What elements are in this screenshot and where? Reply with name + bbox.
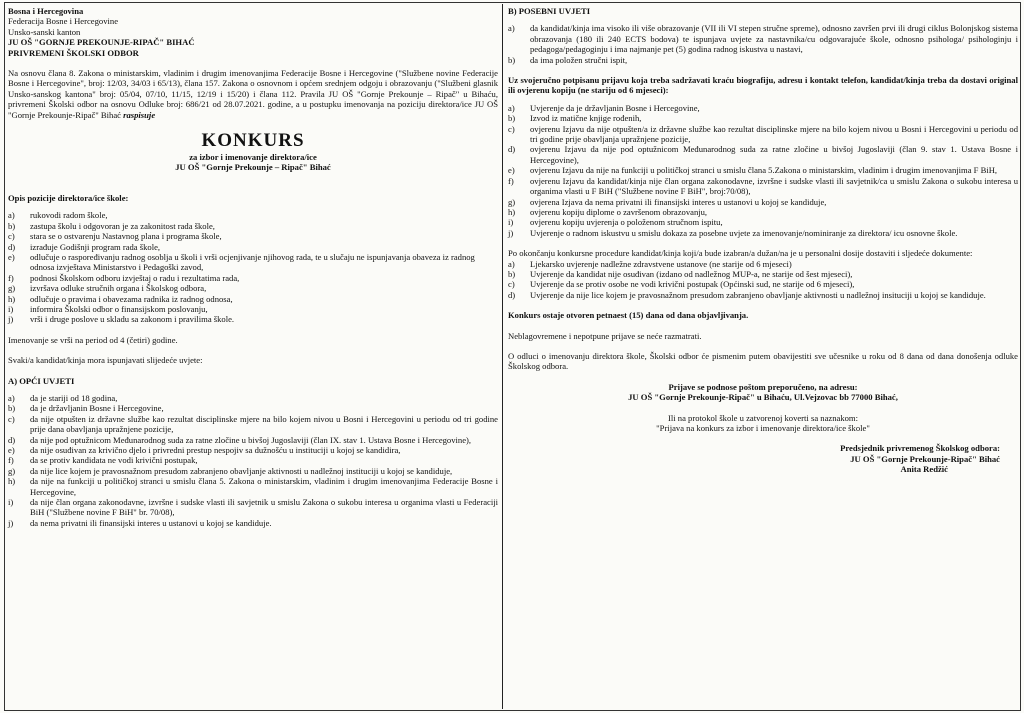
list-marker: c) bbox=[8, 413, 15, 424]
list-marker: h) bbox=[8, 293, 16, 304]
list-item bbox=[508, 228, 1018, 238]
list-item-text: da se protiv kandidata ne vodi krivični postupak, bbox=[30, 455, 198, 466]
list-marker: d) bbox=[508, 144, 516, 155]
list-item-text: da kandidat/kinja ima visoko ili više obrazovanje (VII ili VI stepen stručne spreme), odnosno završen prvi ili drugi ciklus Bolonjskog sistema obrazovanja (180 ili 240 ECTS bodova) te ispunjava uvjete za nastavnika/cu odgovarajuće škole, odnosno psihologa/ psihologinju i pedagoga/pedagoginju i ima najmanje pet (5) godina radnog iskustva u nastavi, bbox=[530, 23, 1018, 55]
list-marker: c) bbox=[508, 279, 515, 290]
list-marker: b) bbox=[8, 220, 16, 231]
list-marker: f) bbox=[8, 272, 14, 283]
preamble-end: raspisuje bbox=[123, 109, 156, 120]
list-marker: d) bbox=[508, 289, 516, 300]
list-item bbox=[8, 476, 498, 497]
requirements-intro: Svaki/a kandidat/kinja mora ispunjavati slijedeće uvjete: bbox=[8, 355, 203, 366]
list-marker: d) bbox=[8, 241, 16, 252]
list-item bbox=[8, 518, 498, 528]
list-marker: j) bbox=[8, 314, 14, 325]
opis-list bbox=[8, 210, 498, 324]
list-item-text: ovjerenu kopiju uvjerenja o položenom stručnom ispitu, bbox=[530, 217, 723, 228]
envelope-label: "Prijava na konkurs za izbor i imenovanje direktora/ice škole" bbox=[656, 423, 870, 433]
list-item-text: ovjerenu Izjavu da nije pod optužnicom Međunarodnog suda za ratne zločine u bivšoj Jugoslaviji (član 9. stav 1. Ustava Bosne i Hercegovine), bbox=[530, 144, 1018, 165]
list-item bbox=[8, 445, 498, 455]
list-item bbox=[508, 217, 1018, 227]
header-line: JU OŠ "GORNJE PREKOUNJE-RIPAČ" BIHAĆ bbox=[8, 37, 195, 48]
list-item-text: vrši i druge poslove u skladu sa zakonom i pravilima škole. bbox=[30, 314, 235, 325]
period-text: Imenovanje se vrši na period od 4 (četiri) godine. bbox=[8, 334, 178, 345]
list-item bbox=[508, 55, 1018, 65]
list-item-text: Ljekarsko uvjerenje nadležne zdravstvene ustanove (ne starije od 6 mjeseci) bbox=[530, 258, 792, 269]
list-marker: h) bbox=[8, 476, 16, 487]
list-item-text: da nije osuđivan za krivično djelo i privredni prestup nespojiv sa dužnošću u instituciji u kojoj se kandidira, bbox=[30, 445, 401, 455]
list-item bbox=[8, 273, 498, 283]
list-marker: a) bbox=[508, 102, 515, 113]
list-item-text: podnosi Školskom odboru izvještaj o radu i rezultatima rada, bbox=[30, 272, 240, 283]
list-item-text: Uvjerenje da je državljanin Bosne i Hercegovine, bbox=[530, 102, 700, 113]
posebni-list bbox=[508, 23, 1018, 65]
list-marker: e) bbox=[8, 445, 15, 455]
list-marker: a) bbox=[8, 392, 15, 403]
preamble-text: Na osnovu člana 8. Zakona o ministarskim, vladinim i drugim imenovanjima Federacije Bosne i Hercegovine ("Službene novine Federacije Bosne i Hercegovine", broj: 12/03, 34/03 i 65/13), člana 157. Zakona o osnovnom i općem srednjem odgoju i obrazovanju ("Službeni glasnik Unsko-sanskog kantona" broj: 05/04, 07/10, 11/15, 12/19 i 15/20) i člana 112. Pravila JU OŠ "Gornje Prekounje – Ripač" u Bihaću, privremeni Školski odbor na osnovu Odluke broj: 686/21 od 28.07.2021. godine, a u postupku imenovanja na poziciju direktora/ice JU OŠ "Gornje Prekounje-Ripač" Bihać bbox=[8, 68, 498, 120]
list-marker: j) bbox=[8, 517, 14, 528]
list-item bbox=[8, 455, 498, 465]
list-marker: b) bbox=[508, 54, 516, 65]
list-item bbox=[508, 103, 1018, 113]
list-item bbox=[8, 304, 498, 314]
list-item-text: Uvjerenje da nije lice kojem je pravosnažnom presudom zabranjeno obavljanje aktivnosti u nadležnoj insituciji u kojoj se kandiduje. bbox=[530, 289, 986, 300]
list-item bbox=[508, 207, 1018, 217]
list-item-text: da nije otpušten iz državne službe kao rezultat disciplinske mjere na bilo kojem nivou u Bosni i Hercegovini u periodu od tri godine prije dana obavljanja upražnjene pozicije, bbox=[30, 413, 498, 435]
left-column bbox=[8, 6, 498, 709]
list-item-text: odlučuje o pravima i obavezama radnika iz radnog odnosa, bbox=[30, 293, 233, 304]
list-marker: f) bbox=[508, 175, 514, 186]
list-item bbox=[8, 252, 498, 273]
list-item bbox=[8, 435, 498, 445]
list-item bbox=[8, 314, 498, 324]
list-marker: e) bbox=[8, 251, 15, 262]
list-item-text: Uvjerenje da kandidat nije osuđivan (izdano od nadležnog MUP-a, ne starije od šest mjeseci), bbox=[530, 268, 853, 279]
list-item-text: da je državljanin Bosne i Hercegovine, bbox=[30, 403, 164, 414]
signature-title: Predsjednik privremenog Školskog odbora: bbox=[840, 443, 1000, 454]
list-item bbox=[8, 497, 498, 518]
list-marker: i) bbox=[8, 497, 14, 508]
list-marker: b) bbox=[508, 268, 516, 279]
list-item-text: ovjerenu kopiju diplome o završenom obrazovanju, bbox=[530, 206, 708, 217]
list-item bbox=[508, 197, 1018, 207]
list-marker: d) bbox=[8, 434, 16, 445]
list-item bbox=[8, 393, 498, 403]
open-period-text: Konkurs ostaje otvoren petnaest (15) dana od dana objavljivanja. bbox=[508, 310, 749, 321]
list-marker: j) bbox=[508, 227, 514, 238]
list-item-text: Uvjerenje o radnom iskustvu u smislu dokaza za posebne uvjete za imenovanje/nominiranje za direktora/ icu osnovne škole. bbox=[530, 227, 958, 238]
list-marker: e) bbox=[508, 165, 515, 176]
list-marker: c) bbox=[8, 231, 15, 242]
list-item-text: rukovodi radom škole, bbox=[30, 210, 108, 221]
list-item bbox=[508, 290, 1018, 300]
list-item bbox=[8, 466, 498, 476]
header-line: Federacija Bosne i Hercegovine bbox=[8, 16, 119, 27]
list-item-text: Izvod iz matične knjige rođenih, bbox=[530, 113, 642, 124]
list-marker: a) bbox=[8, 210, 15, 221]
list-item-text: da nije lice kojem je pravosnažnom presudom zabranjeno obavljanje aktivnosti u nadležnoj instituciji u kojoj se kandiduje, bbox=[30, 465, 453, 476]
list-item-text: izrađuje Godišnji program rada škole, bbox=[30, 241, 161, 252]
after-procedure-text: Po okončanju konkursne procedure kandidat/kinja koji/a bude izabran/a dužan/na je u personalni dosije dostaviti i sljedeće dokumente: bbox=[508, 248, 973, 259]
list-item-text: ovjerena Izjava da nema privatni ili finansijski interes u ustanovi u kojoj se kandiduje, bbox=[530, 196, 827, 207]
address-intro: Prijave se podnose poštom preporučeno, na adresu: bbox=[668, 381, 858, 392]
header-line: PRIVREMENI ŠKOLSKI ODBOR bbox=[8, 47, 139, 58]
list-marker: h) bbox=[508, 206, 516, 217]
list-item-text: odlučuje o raspoređivanju radnog osoblja u školi i vrši ocjenjivanje njihovog rada, te u slučaju ne ispunjavanja obaveza iz radnog odnosa izvještava Ministarstvo i Pedagoški zavod, bbox=[30, 251, 475, 273]
list-item bbox=[508, 176, 1018, 197]
list-item-text: da nije na funkciji u političkoj stranci u smislu člana 5. Zakona o ministarskim, vladinim i drugim imenovanjima Federacije Bosne i Hercegovine, bbox=[30, 476, 498, 497]
column-divider bbox=[502, 4, 503, 709]
list-marker: g) bbox=[8, 283, 16, 294]
list-item-text: ovjerenu Izjavu da nije otpušten/a iz državne službe kao rezultat disciplinske mjere na bilo kojem nivou u Bosni i Hercegovini u periodu od tri godine prije obavljanja upražnjene pozicije, bbox=[530, 123, 1018, 145]
list-item bbox=[8, 414, 498, 435]
letterhead bbox=[8, 6, 498, 58]
signature-name: Anita Redžić bbox=[900, 464, 948, 475]
list-item bbox=[8, 221, 498, 231]
address: JU OŠ "Gornje Prekounje-Ripač" u Bihaću, Ul.Vejzovac bb 77000 Bihać, bbox=[628, 392, 898, 403]
list-marker: i) bbox=[8, 303, 14, 314]
list-item bbox=[8, 403, 498, 413]
list-item bbox=[508, 144, 1018, 165]
list-item bbox=[8, 283, 498, 293]
list-marker: f) bbox=[8, 455, 14, 466]
list-item bbox=[508, 269, 1018, 279]
list-item bbox=[8, 294, 498, 304]
protocol-intro: Ili na protokol škole u zatvorenoj koverti sa naznakom: bbox=[668, 412, 858, 423]
list-item-text: da nije član organa zakonodavne, izvršne i sudske vlasti ili savjetnik u smislu Zakona o sukobu interesa u organima vlasti u Federaciji BiH ("Službene novine F BiH" br. 70/08), bbox=[30, 497, 498, 518]
list-marker: i) bbox=[508, 217, 514, 228]
list-item bbox=[508, 113, 1018, 123]
list-marker: c) bbox=[508, 123, 515, 134]
section-heading: B) POSEBNI UVJETI bbox=[508, 6, 591, 16]
documents-heading: Uz svojeručno potpisanu prijavu koja treba sadržavati kraću biografiju, adresu i kontakt telefon, kandidat/kinja treba da dostavi original ili ovjerenu kopiju (ne stariju od 6 mjeseci): bbox=[508, 75, 1018, 96]
list-item bbox=[8, 242, 498, 252]
documents-list bbox=[508, 103, 1018, 238]
list-item bbox=[508, 165, 1018, 175]
opci-list bbox=[8, 393, 498, 528]
list-item bbox=[508, 259, 1018, 269]
signature-school: JU OŠ "Gornje Prekounje-Ripač" Bihać bbox=[850, 453, 1000, 464]
list-marker: b) bbox=[8, 403, 16, 414]
list-item-text: stara se o ostvarenju Nastavnog plana i programa škole, bbox=[30, 231, 222, 242]
list-marker: a) bbox=[508, 258, 515, 269]
section-heading: A) OPĆI UVJETI bbox=[8, 375, 75, 386]
subtitle: JU OŠ "Gornje Prekounje – Ripač" Bihać bbox=[175, 162, 331, 173]
list-item bbox=[508, 279, 1018, 289]
list-item bbox=[508, 124, 1018, 145]
list-item-text: ovjerenu Izjavu da nije na funkciji u političkoj stranci u smislu člana 5.Zakona o ministarskim, vladinim i drugim imenovanjima F BiH, bbox=[530, 165, 998, 176]
list-marker: g) bbox=[8, 465, 16, 476]
list-item-text: da je stariji od 18 godina, bbox=[30, 392, 118, 403]
section-heading: Opis pozicije direktora/ice škole: bbox=[8, 192, 129, 203]
page-title: KONKURS bbox=[201, 130, 305, 152]
list-item-text: ovjerenu Izjavu da kandidat/kinja nije član organa zakonodavne, izvršne i sudske vlasti ili savjetnik/ca u smislu Zakona o sukobu interesa u organima vlasti u F BiH ("Službene novine F BiH", broj:70/08), bbox=[530, 175, 1018, 197]
list-item-text: da nije pod optužnicom Međunarodnog suda za ratne zločine u bivšoj Jugoslaviji (član IX. stav 1. Ustava Bosne i Hercegovine), bbox=[30, 434, 472, 445]
list-marker: g) bbox=[508, 196, 516, 207]
list-item bbox=[8, 210, 498, 220]
list-item-text: Uvjerenje da se protiv osobe ne vodi krivični postupak (Općinski sud, ne starije od 6 mjeseci), bbox=[530, 279, 855, 290]
list-marker: b) bbox=[508, 113, 516, 124]
list-marker: a) bbox=[508, 23, 515, 34]
list-item-text: da nema privatni ili finansijski interes u ustanovi u kojoj se kandiduje. bbox=[30, 517, 272, 528]
right-column bbox=[508, 6, 1018, 709]
decision-text: O odluci o imenovanju direktora škole, Školski odbor će pismenim putem obavijestiti sve učesnike u roku od 8 dana od dana donošenja odluke Školskog odbora. bbox=[508, 350, 1018, 372]
list-item-text: da ima položen stručni ispit, bbox=[530, 54, 628, 65]
subtitle: za izbor i imenovanje direktora/ice bbox=[189, 152, 317, 163]
header-line: Unsko-sanski kanton bbox=[8, 26, 81, 37]
list-item bbox=[8, 231, 498, 241]
late-applications-text: Neblagovremene i nepotpune prijave se neće razmatrati. bbox=[508, 330, 702, 341]
preamble bbox=[8, 68, 498, 120]
header-line: Bosna i Hercegovina bbox=[8, 6, 84, 16]
list-item bbox=[508, 23, 1018, 54]
list-item-text: informira Školski odbor o finansijskom poslovanju, bbox=[30, 303, 208, 314]
after-procedure-list bbox=[508, 259, 1018, 301]
list-item-text: izvršava odluke stručnih organa i Školskog odbora, bbox=[30, 283, 207, 294]
list-item-text: zastupa školu i odgovoran je za zakonitost rada škole, bbox=[30, 220, 215, 231]
